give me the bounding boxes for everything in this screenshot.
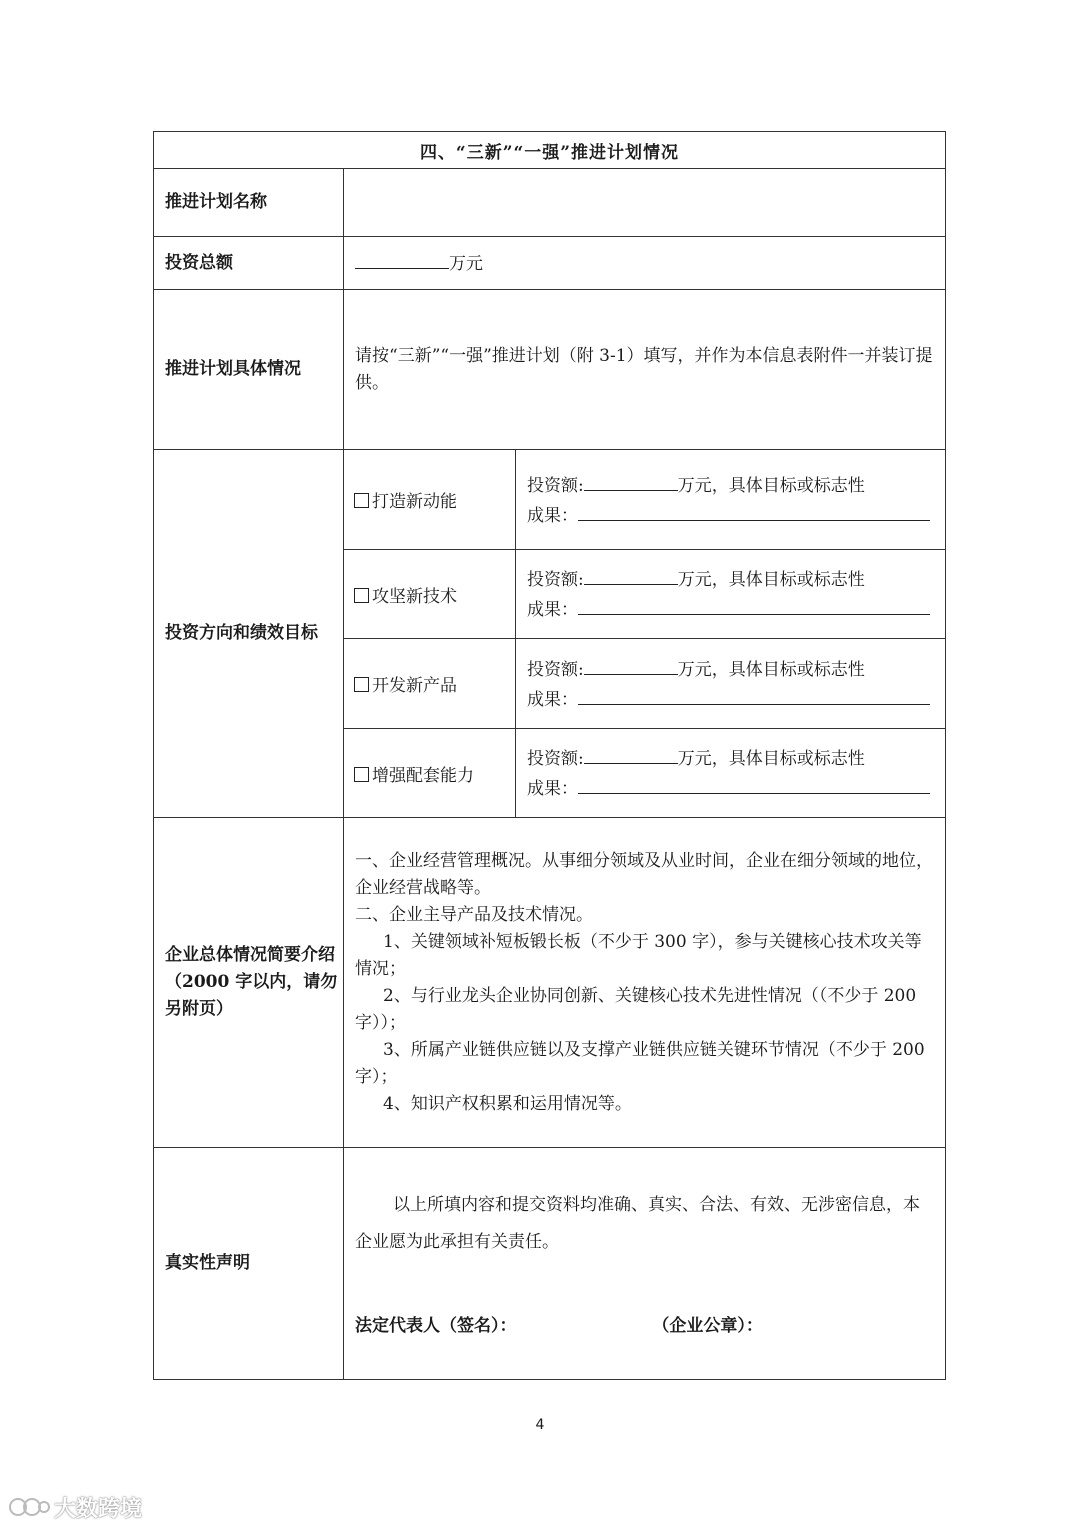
result-blank[interactable] xyxy=(578,500,930,521)
result-label: 成果： xyxy=(527,505,578,526)
result-blank[interactable] xyxy=(578,594,930,615)
amount-label: 投资额: xyxy=(527,570,584,590)
direction-target-cell xyxy=(516,639,946,729)
watermark xyxy=(8,1491,142,1523)
declaration-text: 以上所填内容和提交资料均准确、真实、合法、有效、无涉密信息，本企业愿为此承担有关责任。 xyxy=(355,1195,920,1252)
declaration-label: 真实性声明 xyxy=(154,1148,344,1380)
overview-line: 2、与行业龙头企业协同创新、关键核心技术先进性情况（（不少于 200 字））； xyxy=(355,985,917,1033)
section-title: 四、“三新”“一强”推进计划情况 xyxy=(154,132,946,169)
direction-item[interactable] xyxy=(344,639,516,729)
amount-blank[interactable] xyxy=(584,470,678,491)
investment-direction-label: 投资方向和绩效目标 xyxy=(154,450,344,818)
application-form-table xyxy=(153,131,946,1380)
checkbox-icon[interactable] xyxy=(354,767,369,782)
legal-representative-label: 法定代表人（签名）： xyxy=(355,1316,517,1336)
direction-target-cell xyxy=(516,450,946,550)
direction-item-label: 打造新动能 xyxy=(372,492,457,512)
overview-line: 一、企业经营管理概况。从事细分领域及从业时间，企业在细分领域的地位，企业经营战略等。 xyxy=(355,850,933,898)
plan-details-label: 推进计划具体情况 xyxy=(154,290,344,450)
direction-item-label: 攻坚新技术 xyxy=(372,586,457,607)
company-seal-label: （企业公章）： xyxy=(652,1316,763,1336)
amount-blank[interactable] xyxy=(584,654,678,675)
result-blank[interactable] xyxy=(578,773,930,794)
total-investment-field[interactable] xyxy=(344,237,946,290)
page-number: 4 xyxy=(535,1417,545,1433)
watermark-logo-icon xyxy=(8,1494,50,1520)
amount-suffix: 万元，具体目标或标志性 xyxy=(677,659,865,680)
total-investment-unit: 万元 xyxy=(449,254,483,274)
overview-line: 二、企业主导产品及技术情况。 xyxy=(355,904,593,925)
overview-line: 4、知识产权积累和运用情况等。 xyxy=(383,1093,632,1114)
overview-line: 1、关键领域补短板锻长板（不少于 300 字），参与关键核心技术攻关等情况； xyxy=(355,931,922,979)
signature-row xyxy=(355,1313,935,1340)
total-investment-blank[interactable] xyxy=(355,248,449,269)
direction-target-cell xyxy=(516,550,946,639)
amount-blank[interactable] xyxy=(584,564,678,585)
checkbox-icon[interactable] xyxy=(354,588,369,603)
checkbox-icon[interactable] xyxy=(354,677,369,692)
result-blank[interactable] xyxy=(578,684,930,705)
company-overview-label: 企业总体情况简要介绍（2000 字以内，请勿另附页） xyxy=(154,818,344,1148)
direction-item-label: 开发新产品 xyxy=(372,676,457,696)
result-label: 成果： xyxy=(527,600,578,620)
watermark-text: 大数跨境 xyxy=(54,1496,143,1522)
amount-label: 投资额: xyxy=(527,749,584,769)
amount-suffix: 万元，具体目标或标志性 xyxy=(677,749,865,769)
result-label: 成果： xyxy=(527,779,578,799)
amount-suffix: 万元，具体目标或标志性 xyxy=(677,475,865,496)
result-label: 成果： xyxy=(527,689,578,710)
plan-details-text: 请按“三新”“一强”推进计划（附 3-1）填写，并作为本信息表附件一并装订提供。 xyxy=(344,290,946,450)
amount-label: 投资额: xyxy=(527,475,584,496)
amount-label: 投资额: xyxy=(527,659,584,680)
direction-item[interactable] xyxy=(344,450,516,550)
direction-item[interactable] xyxy=(344,729,516,818)
company-overview-text xyxy=(344,818,946,1148)
total-investment-label: 投资总额 xyxy=(154,237,344,290)
checkbox-icon[interactable] xyxy=(354,493,369,508)
plan-name-label: 推进计划名称 xyxy=(154,169,344,237)
direction-target-cell xyxy=(516,729,946,818)
declaration-cell xyxy=(344,1148,946,1380)
amount-suffix: 万元，具体目标或标志性 xyxy=(677,570,865,590)
direction-item-label: 增强配套能力 xyxy=(372,765,474,786)
direction-item[interactable] xyxy=(344,550,516,639)
overview-line: 3、所属产业链供应链以及支撑产业链供应链关键环节情况（不少于 200 字）； xyxy=(355,1039,925,1087)
plan-name-field[interactable] xyxy=(344,169,946,237)
amount-blank[interactable] xyxy=(584,743,678,764)
